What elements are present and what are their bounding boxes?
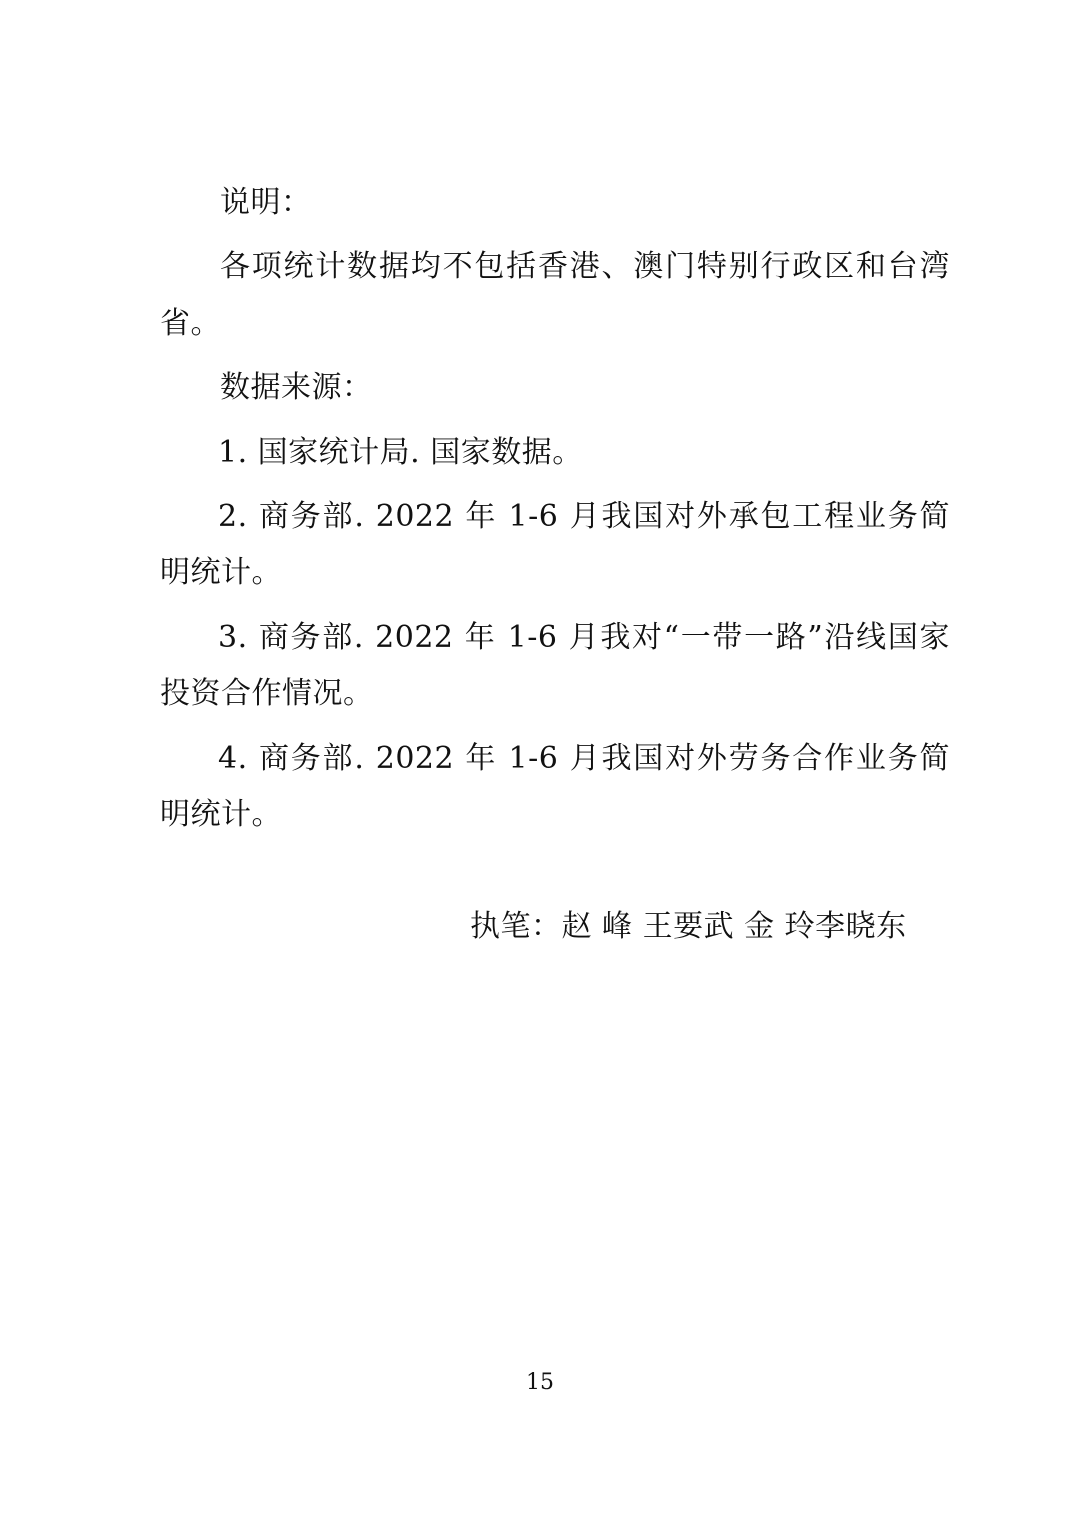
source-item-3: 3. 商务部. 2022 年 1-6 月我对“一带一路”沿线国家投资合作情况。 xyxy=(160,619,950,712)
note-body: 各项统计数据均不包括香港、澳门特别行政区和台湾省。 xyxy=(160,249,950,341)
page-content xyxy=(160,175,950,956)
source-item-1: 1. 国家统计局. 国家数据。 xyxy=(218,434,583,470)
source-heading: 数据来源： xyxy=(220,370,373,406)
page-number: 15 xyxy=(526,1370,554,1395)
note-heading: 说明： xyxy=(220,185,312,220)
source-item-4: 4. 商务部. 2022 年 1-6 月我国对外劳务合作业务简明统计。 xyxy=(160,740,950,832)
author-signature: 执笔：赵 峰 王要武 金 玲李晓东 xyxy=(470,909,907,945)
source-item-2: 2. 商务部. 2022 年 1-6 月我国对外承包工程业务简明统计。 xyxy=(160,498,950,591)
